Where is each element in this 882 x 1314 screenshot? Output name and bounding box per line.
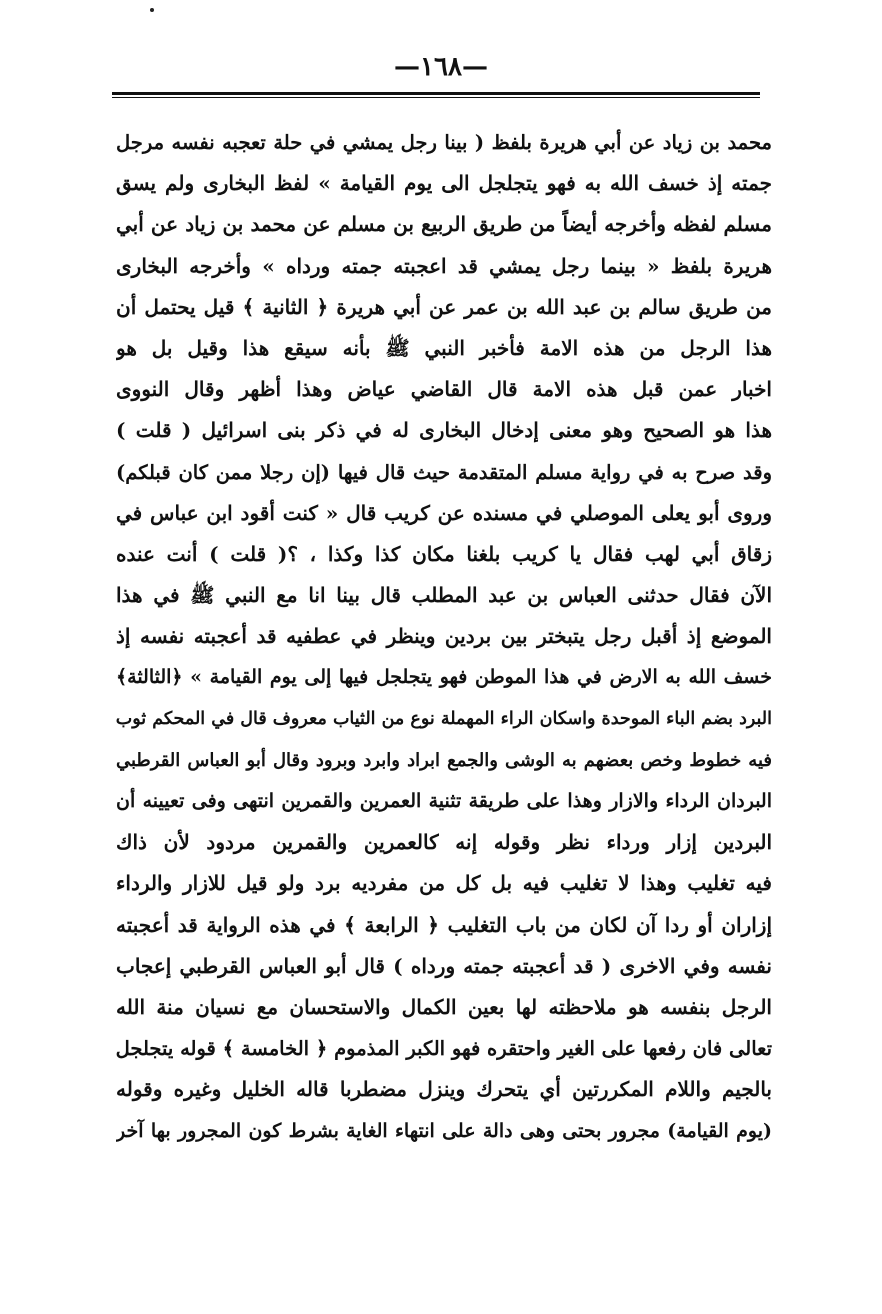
body-text [116, 122, 772, 1152]
text-line: وروى أبو يعلى الموصلي في مسنده عن كريب قال « كنت أقود ابن عباس في [116, 500, 772, 525]
text-line: خسف الله به الارض في هذا الموطن فهو يتجلجل فيها إلى يوم القيامة » ﴿الثالثة﴾ [116, 666, 772, 689]
text-line: هذا هو الصحيح وهو معنى إدخال البخارى له في ذكر بنى اسرائيل ( قلت ) [116, 418, 772, 443]
header-rule [112, 92, 760, 98]
text-line: اخبار عمن قبل هذه الامة قال القاضي عياض وهذا أظهر وقال النووى [116, 377, 772, 402]
text-line: جمته إذ خسف الله به فهو يتجلجل الى يوم القيامة » لفظ البخارى ولم يسق [116, 171, 772, 196]
text-line: زقاق أبي لهب فقال يا كريب بلغنا مكان كذا وكذا ، ؟( قلت ) أنت عنده [116, 541, 772, 566]
text-line: البردين إزار ورداء نظر وقوله إنه كالعمرين والقمرين مردود لأن ذاك [116, 830, 772, 855]
text-line: البردان الرداء والازار وهذا على طريقة تثنية العمرين والقمرين انتهى وفى تعيينه أن [116, 790, 772, 812]
text-line: مسلم لفظه وأخرجه أيضاً من طريق الربيع بن مسلم عن محمد بن زياد عن أبي [116, 212, 772, 237]
ink-speck [150, 8, 154, 12]
text-line: تعالى فان رفعها على الغير واحتقره فهو الكبر المذموم ﴿ الخامسة ﴾ قوله يتجلجل [116, 1037, 772, 1061]
text-line: الآن فقال حدثنى العباس بن عبد المطلب قال بينا انا مع النبي ﷺ في هذا [116, 583, 772, 608]
text-line: فيه تغليب وهذا لا تغليب فيه بل كل من مفرديه برد ولو قيل للازار والرداء [116, 871, 772, 896]
text-line: نفسه وفي الاخرى ( قد أعجبته جمته ورداه ) قال أبو العباس القرطبي إعجاب [116, 953, 772, 978]
text-line: وقد صرح به في رواية مسلم المتقدمة حيث قال فيها (إن رجلا ممن كان قبلكم) [116, 460, 772, 484]
text-line: محمد بن زياد عن أبي هريرة بلفظ ( بينا رجل يمشي في حلة تعجبه نفسه مرجل [116, 131, 772, 154]
page-number: —١٦٨— [394, 52, 488, 82]
text-line: من طريق سالم بن عبد الله بن عمر عن أبي هريرة ﴿ الثانية ﴾ قيل يحتمل أن [116, 294, 772, 319]
text-line: بالجيم واللام المكررتين أي يتحرك وينزل مضطربا قاله الخليل وغيره وقوله [116, 1077, 772, 1102]
text-line: (يوم القيامة) مجرور بحتى وهى دالة على انتهاء الغاية بشرط كون المجرور بها آخر [116, 1119, 772, 1142]
text-line: الرجل بنفسه هو ملاحظته لها بعين الكمال والاستحسان مع نسيان منة الله [116, 994, 772, 1019]
text-line: هذا الرجل من هذه الامة فأخبر النبي ﷺ بأنه سيقع هذا وقيل بل هو [116, 335, 772, 360]
text-line: البرد بضم الباء الموحدة واسكان الراء المهملة نوع من الثياب معروف قال في المحكم ثوب [116, 708, 772, 729]
text-line: هريرة بلفظ « بينما رجل يمشي قد اعجبته جمته ورداه » وأخرجه البخارى [116, 253, 772, 278]
text-line: الموضع إذ أقبل رجل يتبختر بين بردين وينظر في عطفيه قد أعجبته نفسه إذ [116, 624, 772, 649]
text-line: إزاران أو ردا آن لكان من باب التغليب ﴿ الرابعة ﴾ في هذه الرواية قد أعجبته [116, 912, 772, 937]
text-line: فيه خطوط وخص بعضهم به الوشى والجمع ابراد وابرد وبرود وقال أبو العباس القرطبي [116, 749, 772, 771]
